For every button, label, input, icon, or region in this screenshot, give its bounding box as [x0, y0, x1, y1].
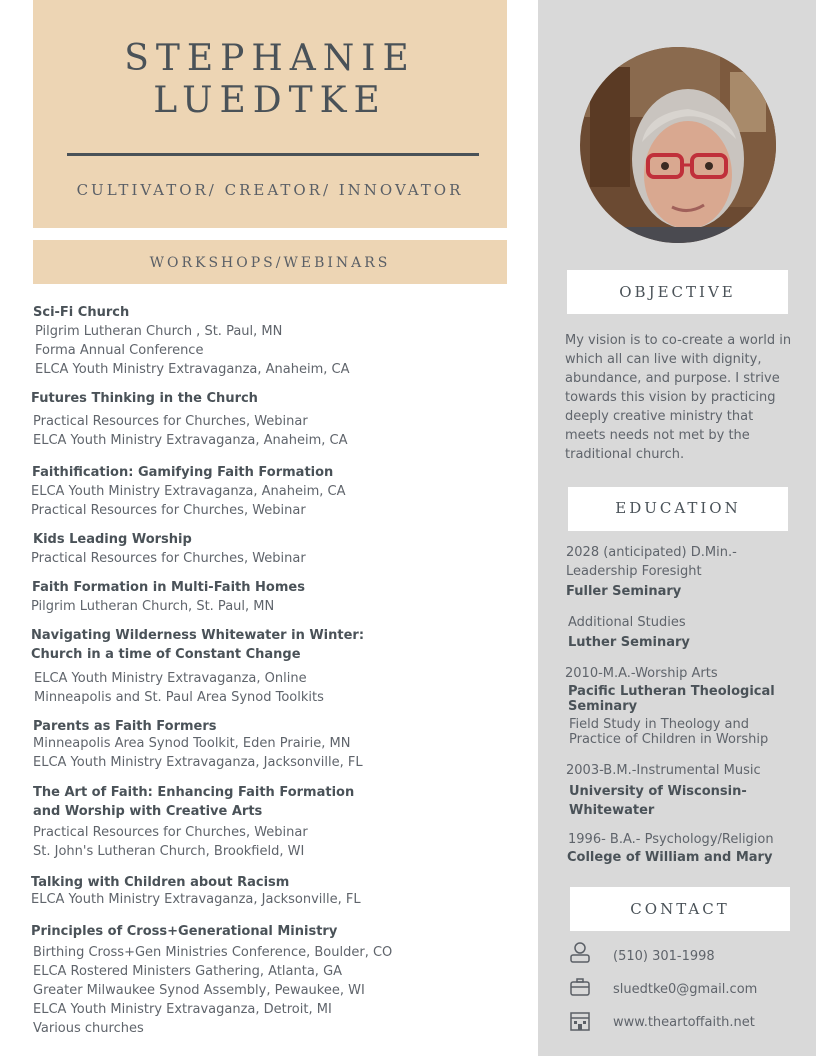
workshop-title: The Art of Faith: Enhancing Faith Formation and Worship with Creative Arts	[33, 785, 355, 819]
workshop-detail: Practical Resources for Churches, Webinar	[33, 825, 308, 840]
objective-heading: OBJECTIVE	[567, 270, 788, 314]
person-icon	[568, 940, 592, 964]
workshop-title: Sci-Fi Church	[33, 305, 130, 320]
education-item	[566, 543, 776, 601]
workshop-detail: Practical Resources for Churches, Webinar	[33, 414, 308, 429]
workshop-detail: ELCA Youth Ministry Extravaganza, Online	[34, 671, 307, 686]
workshop-item	[31, 578, 305, 616]
email-link[interactable]: sluedtke0@gmail.com	[613, 982, 758, 997]
workshop-item	[33, 783, 383, 861]
workshop-item	[31, 530, 306, 568]
workshop-detail: ELCA Youth Ministry Extravaganza, Jacksonville, FL	[31, 892, 361, 907]
workshop-detail: ELCA Youth Ministry Extravaganza, Anaheim, CA	[31, 484, 346, 499]
education-note: Field Study in Theology and Practice of Children in Worship	[569, 717, 769, 747]
last-name: LUEDTKE	[153, 80, 387, 121]
education-degree: 2028 (anticipated) D.Min.-	[566, 545, 737, 560]
name-header	[33, 0, 507, 228]
workshop-title: Futures Thinking in the Church	[31, 391, 258, 406]
workshop-item	[31, 873, 361, 909]
briefcase-icon	[568, 976, 592, 1000]
workshop-item	[33, 717, 363, 772]
workshop-item	[31, 922, 392, 1038]
education-degree: Additional Studies	[568, 615, 686, 630]
workshop-item	[31, 389, 348, 450]
education-school: College of William and Mary	[567, 850, 773, 865]
workshop-title: Faith Formation in Multi-Faith Homes	[32, 580, 305, 595]
workshop-detail: Various churches	[33, 1021, 144, 1036]
workshop-detail: Practical Resources for Churches, Webinar	[31, 551, 306, 566]
objective-text: My vision is to co-create a world in which all can live with dignity, abundance, and purpose. I strive towards this vision by practicing deeply creative ministry that meets needs not met by the traditional church.	[565, 333, 792, 462]
workshop-detail: St. John's Lutheran Church, Brookfield, WI	[33, 844, 305, 859]
workshop-detail: Birthing Cross+Gen Ministries Conference, Boulder, CO	[33, 945, 393, 960]
header-divider	[67, 153, 479, 156]
first-name: STEPHANIE	[124, 38, 416, 79]
workshop-detail: Minneapolis Area Synod Toolkit, Eden Prairie, MN	[33, 736, 351, 751]
education-item	[565, 664, 785, 747]
workshop-item	[31, 463, 346, 520]
education-item	[568, 613, 778, 652]
education-item	[566, 761, 766, 820]
workshop-title: Kids Leading Worship	[33, 532, 192, 547]
workshop-detail: Practical Resources for Churches, Webinar	[31, 503, 306, 518]
workshop-detail: ELCA Youth Ministry Extravaganza, Anaheim, CA	[33, 433, 348, 448]
education-school: University of Wisconsin-Whitewater	[569, 784, 747, 818]
education-school: Fuller Seminary	[566, 584, 682, 599]
workshop-title: Talking with Children about Racism	[31, 875, 290, 890]
workshop-detail: Minneapolis and St. Paul Area Synod Toolkits	[34, 690, 324, 705]
workshop-item	[33, 303, 350, 379]
website-link[interactable]: www.theartoffaith.net	[613, 1015, 755, 1030]
workshop-detail: ELCA Youth Ministry Extravaganza, Detroit, MI	[33, 1002, 332, 1017]
profile-photo	[580, 47, 776, 243]
education-degree: 2010-M.A.-Worship Arts	[565, 666, 718, 681]
workshop-detail: Pilgrim Lutheran Church , St. Paul, MN	[35, 324, 283, 339]
education-heading: EDUCATION	[568, 487, 788, 531]
contact-heading: CONTACT	[570, 887, 790, 931]
education-item	[567, 830, 797, 866]
workshop-detail: Forma Annual Conference	[35, 343, 204, 358]
education-degree: 2003-B.M.-Instrumental Music	[566, 763, 761, 778]
workshop-title: Navigating Wilderness Whitewater in Winter: Church in a time of Constant Change	[31, 628, 365, 662]
phone-number: (510) 301-1998	[613, 949, 715, 964]
workshop-title: Faithification: Gamifying Faith Formation	[32, 465, 334, 480]
workshops-heading: WORKSHOPS/WEBINARS	[33, 240, 507, 284]
workshop-detail: Greater Milwaukee Synod Assembly, Pewaukee, WI	[33, 983, 365, 998]
workshop-title: Principles of Cross+Generational Ministry	[31, 924, 338, 939]
education-field: Leadership Foresight	[566, 564, 702, 579]
workshop-title: Parents as Faith Formers	[33, 719, 217, 734]
education-school: Pacific Lutheran Theological Seminary	[568, 684, 775, 714]
workshop-detail: ELCA Rostered Ministers Gathering, Atlanta, GA	[33, 964, 343, 979]
building-icon	[568, 1009, 592, 1033]
education-degree: 1996- B.A.- Psychology/Religion	[568, 832, 774, 847]
education-school: Luther Seminary	[568, 635, 690, 650]
workshop-detail: ELCA Youth Ministry Extravaganza, Jacksonville, FL	[33, 755, 363, 770]
tagline: CULTIVATOR/ CREATOR/ INNOVATOR	[76, 181, 464, 199]
workshop-detail: Pilgrim Lutheran Church, St. Paul, MN	[31, 599, 275, 614]
workshop-detail: ELCA Youth Ministry Extravaganza, Anaheim, CA	[35, 362, 350, 377]
workshop-item	[31, 626, 403, 707]
